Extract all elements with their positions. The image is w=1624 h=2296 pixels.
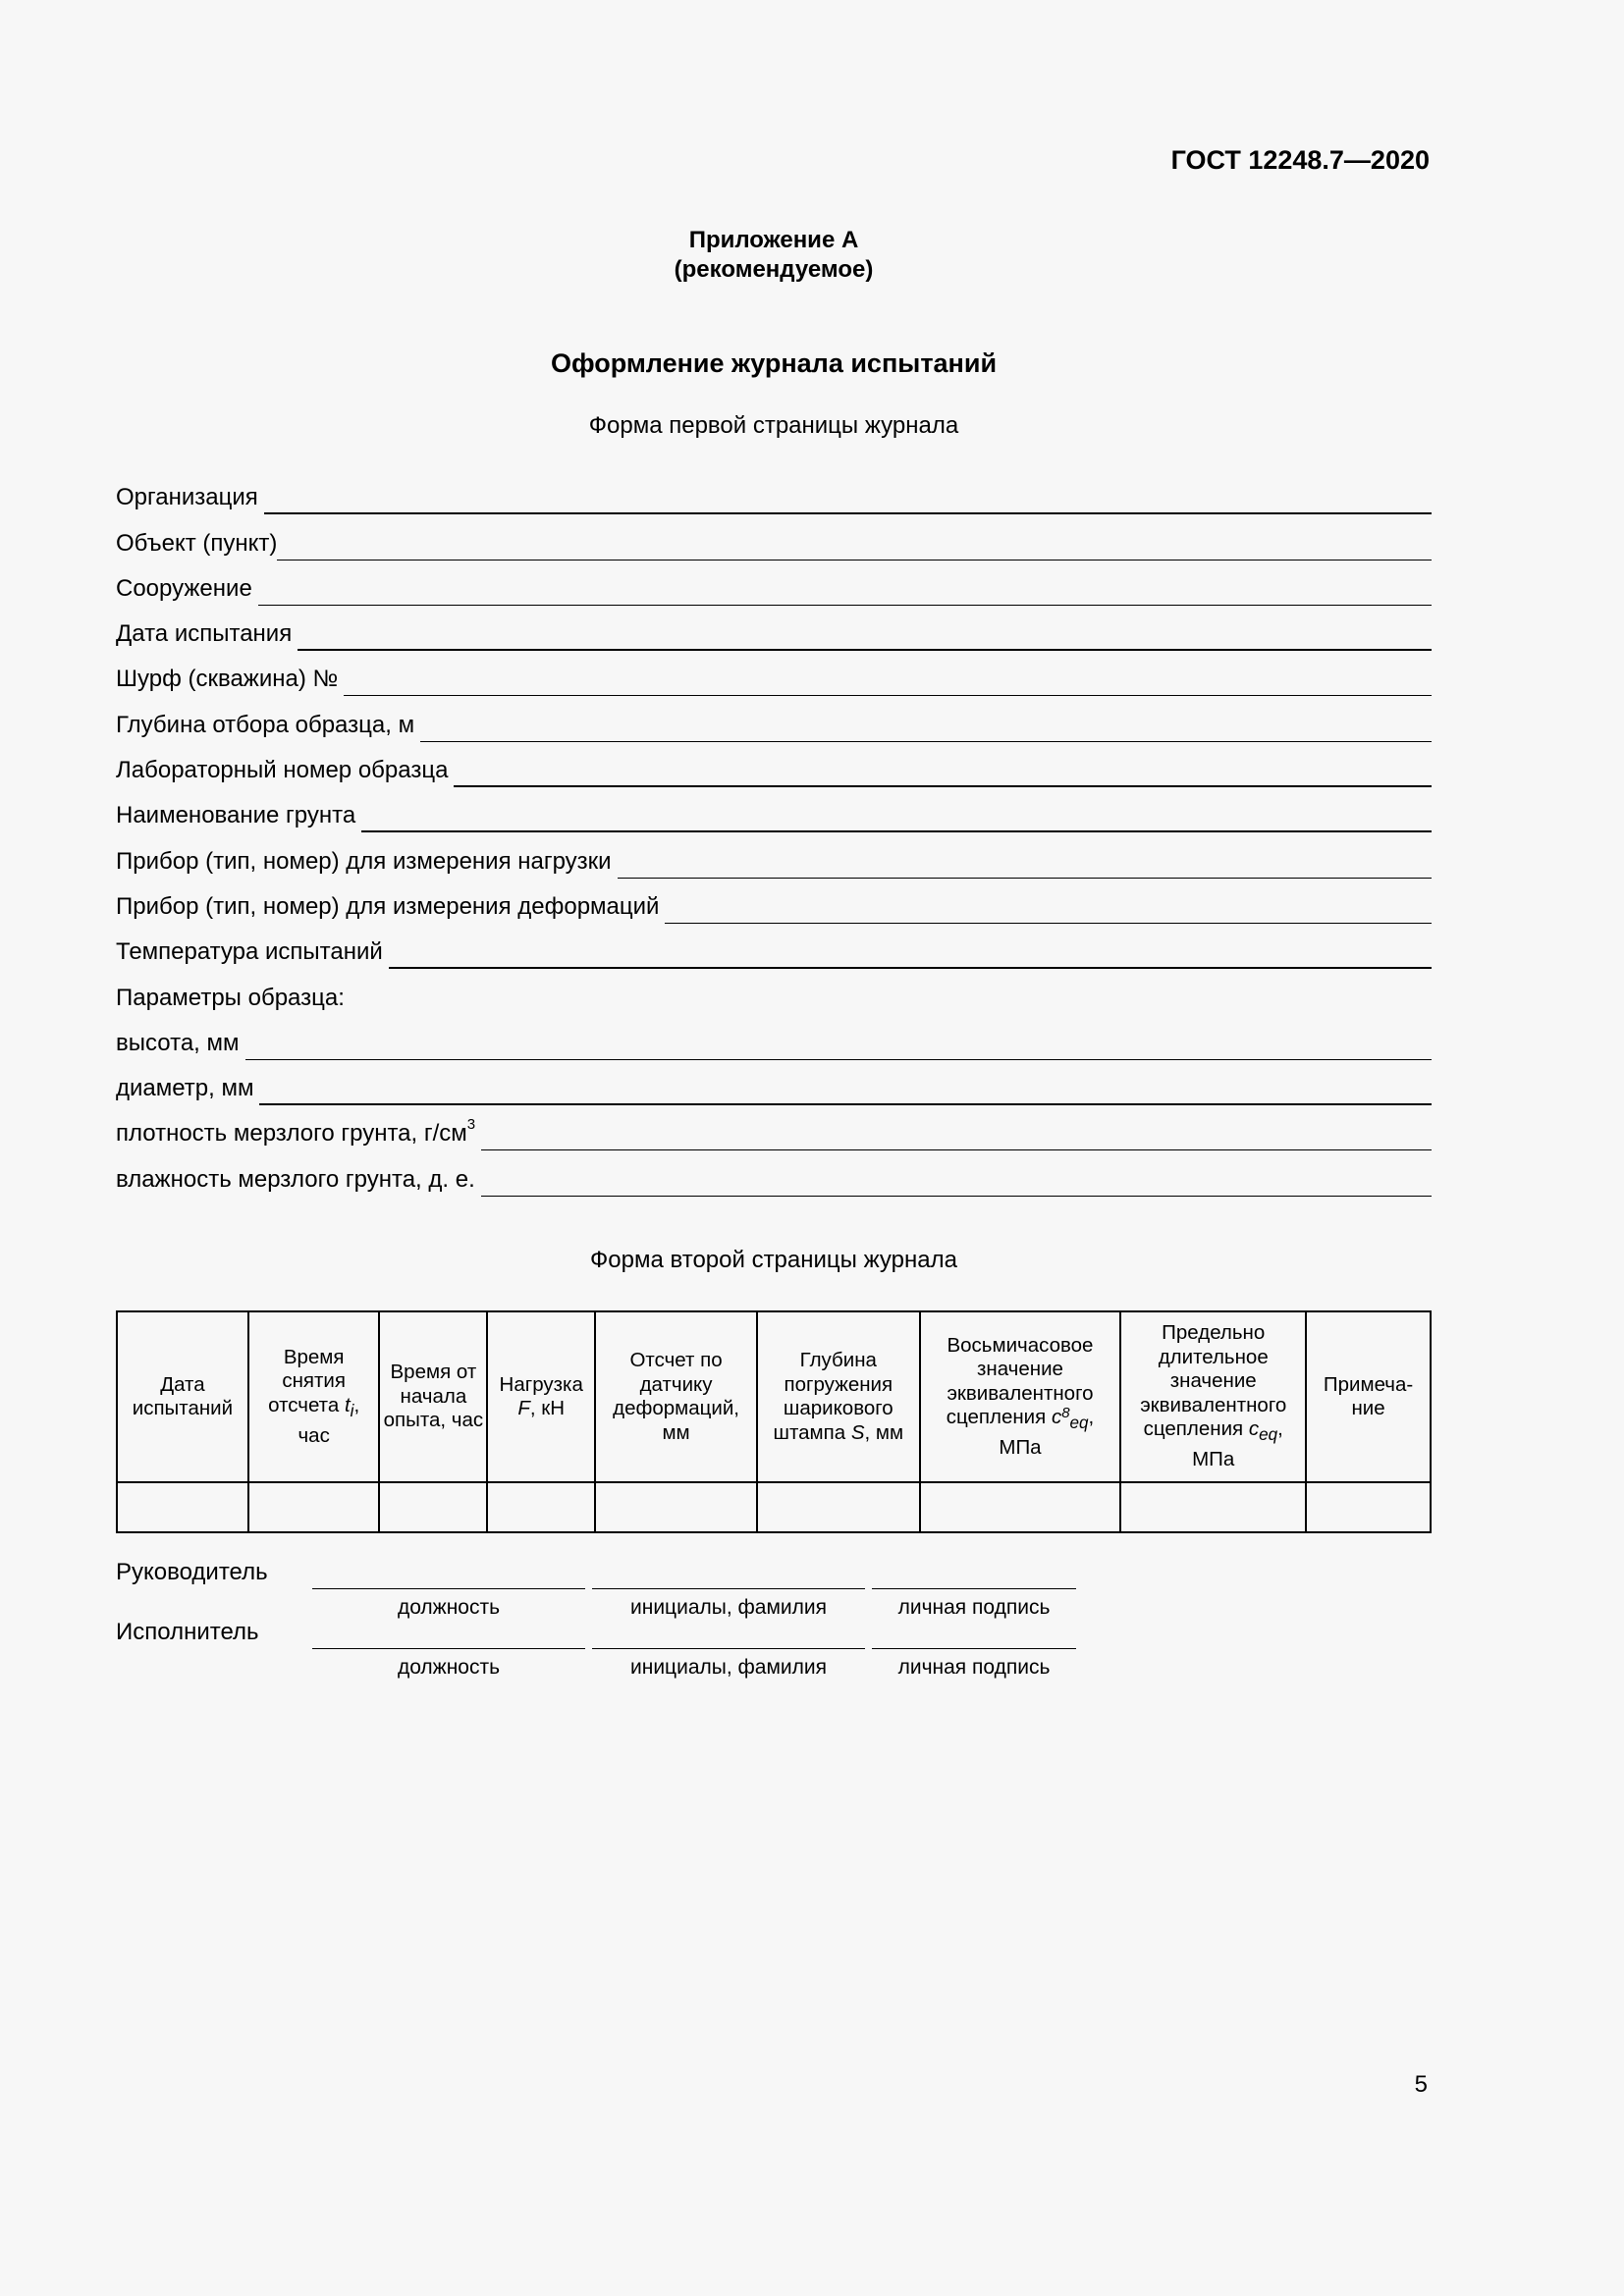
table-cell[interactable] [595,1482,757,1532]
header-subscript: eq [1069,1414,1089,1433]
header-text: Время от начала опыта, час [383,1361,484,1432]
table-cell[interactable] [248,1482,380,1532]
field-label: Глубина отбора образца, м [116,711,415,738]
form2-title: Форма второй страницы журнала [590,1247,957,1273]
table-cell[interactable] [757,1482,920,1532]
field-input-line[interactable] [259,1058,1432,1105]
field-object [116,514,1432,560]
column-header [117,1311,248,1482]
header-subscript: eq [1259,1425,1278,1445]
column-header [595,1311,757,1482]
field-height [116,1015,1432,1060]
field-input-line[interactable] [361,785,1432,832]
field-label: Шурф (скважина) № [116,666,339,693]
field-moisture [116,1150,1432,1196]
field-label: Наименование грунта [116,802,356,829]
table-cell[interactable] [920,1482,1121,1532]
header-symbol: c [1051,1406,1062,1429]
standard-id: ГОСТ 12248.7—2020 [1170,145,1430,175]
field-label: Организация [116,484,258,511]
header-text: Предельно длительное значение эквивалентного сцепления [1140,1321,1287,1441]
field-label: высота, мм [116,1029,240,1056]
sample-parameters-heading [116,969,1432,1014]
signature-caption: личная подпись [897,1596,1051,1619]
signature-line-sign[interactable] [872,1648,1076,1649]
table-cell[interactable] [1120,1482,1306,1532]
field-input-line[interactable] [245,1014,1433,1060]
field-lab-number [116,742,1432,787]
density-label-text: плотность мерзлого грунта, г/см [116,1120,467,1148]
field-organization [116,469,1432,514]
field-input-line[interactable] [389,922,1432,969]
signature-caption: личная подпись [897,1656,1051,1679]
form1-title: Форма первой страницы журнала [588,412,959,439]
field-density [116,1105,1432,1150]
field-input-line[interactable] [420,695,1432,741]
header-subscript: i [350,1402,354,1421]
column-header [757,1311,920,1482]
field-structure [116,561,1432,606]
field-deformation-device [116,879,1432,924]
field-soil-name [116,787,1432,832]
field-label: Параметры образца: [116,984,345,1011]
field-label: Дата испытания [116,620,293,648]
header-unit: , кН [529,1397,566,1419]
column-header [487,1311,595,1482]
form1-fields [116,469,1432,1197]
header-text: Глубина погружения шарикового штампа [773,1349,893,1444]
header-unit: , МПа [999,1406,1095,1459]
header-superscript: 8 [1061,1405,1070,1422]
field-label: диаметр, мм [116,1075,254,1102]
header-text: Время снятия отсчета [268,1345,346,1416]
field-input-line[interactable] [258,560,1432,606]
field-input-line[interactable] [298,604,1432,651]
signature-role: Исполнитель [116,1619,259,1645]
header-text: Примеча-ние [1323,1372,1414,1419]
header-text: Нагрузка [499,1372,583,1396]
signature-line-position[interactable] [312,1648,585,1649]
field-label [116,1116,481,1150]
table-cell[interactable] [487,1482,595,1532]
table-cell[interactable] [117,1482,248,1532]
field-load-device [116,832,1432,878]
signature-role: Руководитель [116,1559,268,1585]
field-test-temperature [116,924,1432,969]
field-diameter [116,1060,1432,1105]
section-title: Оформление журнала испытаний [550,348,998,378]
header-unit: , мм [864,1420,904,1444]
field-pit-number [116,651,1432,696]
appendix-title: Приложение А [688,227,859,253]
field-input-line[interactable] [344,650,1432,696]
header-unit: , МПа [1192,1417,1283,1471]
field-input-line[interactable] [454,740,1432,787]
field-label: Сооружение [116,574,252,602]
density-unit-exponent: 3 [466,1116,476,1134]
field-sampling-depth [116,696,1432,741]
field-label: Температура испытаний [116,938,383,966]
signature-line-sign[interactable] [872,1588,1076,1589]
signature-line-name[interactable] [592,1648,865,1649]
signature-line-position[interactable] [312,1588,585,1589]
field-input-line[interactable] [481,1149,1432,1196]
table-cell[interactable] [1306,1482,1431,1532]
field-label: Прибор (тип, номер) для измерения деформаций [116,892,660,920]
header-symbol: t [344,1393,351,1416]
table-row [117,1482,1431,1532]
appendix-heading [0,226,1547,285]
field-test-date [116,606,1432,651]
signature-line-name[interactable] [592,1588,865,1589]
column-header: Время снятия отсчета $t_i$, час [248,1311,380,1482]
page-number: 5 [1414,2071,1428,2098]
header-text: Отсчет по датчику деформаций, мм [613,1349,739,1444]
appendix-status: (рекомендуемое) [674,256,874,283]
column-header [1120,1311,1306,1482]
field-input-line[interactable] [665,878,1432,924]
column-header [379,1311,487,1482]
signature-caption: инициалы, фамилия [630,1656,827,1679]
signature-caption: должность [397,1656,501,1679]
field-input-line[interactable] [277,513,1432,560]
table-cell[interactable] [379,1482,487,1532]
field-label: влажность мерзлого грунта, д. е. [116,1165,475,1193]
field-input-line[interactable] [618,831,1432,878]
field-label: Прибор (тип, номер) для измерения нагрузки [116,847,612,875]
field-label: Объект (пункт) [116,529,278,557]
header-symbol: F [517,1397,530,1419]
signature-caption: инициалы, фамилия [630,1596,827,1619]
header-symbol: S [850,1420,865,1444]
signature-caption: должность [397,1596,501,1619]
column-header [920,1311,1121,1482]
table-header-row [117,1311,1431,1482]
header-symbol: c [1248,1417,1260,1441]
header-text: Дата испытаний [132,1372,234,1419]
journal-table [116,1310,1432,1533]
column-header [1306,1311,1431,1482]
field-input-line[interactable] [264,467,1432,514]
field-label: Лабораторный номер образца [116,757,449,784]
header-unit: час [298,1423,330,1447]
field-input-line[interactable] [481,1104,1432,1150]
header-text: Восьмичасовое значение эквивалентного сцепления [946,1333,1094,1429]
